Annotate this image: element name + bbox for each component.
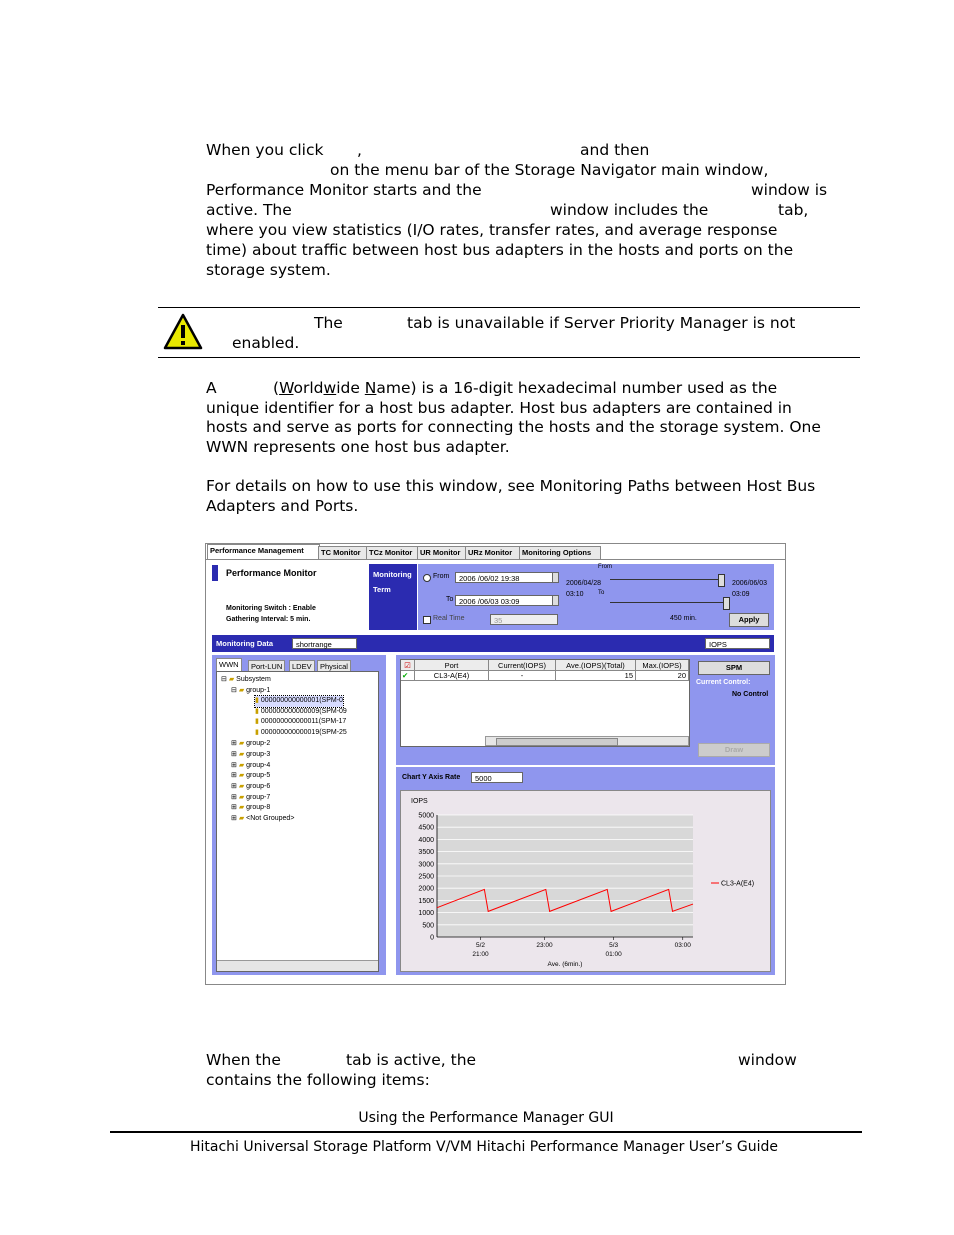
intro-text: time) about traffic between host bus adapters in the hosts and ports on the: [206, 241, 794, 259]
underline-letter: w: [323, 379, 337, 397]
table-check-header: ☑: [401, 660, 415, 671]
legend-label: CL3-A(E4): [721, 880, 755, 888]
cell-port: CL3-A(E4): [415, 671, 489, 681]
when-text: When the: [206, 1051, 281, 1069]
range-select[interactable]: shortrange: [292, 638, 357, 649]
footer-guide-title: Hitachi Universal Storage Platform V/VM Hitachi Performance Manager User’s Guide: [190, 1139, 778, 1155]
tab-ur-monitor[interactable]: UR Monitor: [417, 546, 468, 559]
y-tick-label: 1500: [418, 897, 434, 905]
minutes-readout: 450 min.: [670, 615, 697, 622]
warning-icon: [163, 312, 203, 352]
when-text: window: [738, 1051, 797, 1069]
y-tick-label: 500: [422, 922, 434, 930]
tab-urz-monitor[interactable]: URz Monitor: [465, 546, 521, 559]
monitoring-term-label: [369, 564, 417, 630]
title-marker: [212, 565, 218, 581]
tree-group[interactable]: ⊞ ▰ group-6: [231, 783, 271, 790]
current-control-value: No Control: [732, 691, 769, 698]
tree-view[interactable]: [216, 671, 379, 972]
y-tick-label: 4500: [418, 824, 434, 832]
column-header-max[interactable]: Max.(IOPS): [636, 660, 689, 671]
intro-text: window includes the: [550, 201, 709, 219]
x-tick-label: 5/2: [475, 942, 486, 949]
tree-root[interactable]: ⊟ ▰ Subsystem: [221, 676, 271, 683]
slider-to-label: To: [598, 590, 605, 596]
iops-line-chart: [401, 791, 770, 971]
x-tick-sublabel: 01:00: [605, 951, 622, 958]
tree-label: <Not Grouped>: [246, 815, 295, 822]
tree-label: group-2: [246, 740, 271, 747]
left-panel: [212, 655, 386, 975]
chart-rate-select[interactable]: 5000: [471, 772, 523, 783]
wwn-fragment: ide: [336, 379, 365, 397]
to-slider-handle[interactable]: [723, 597, 730, 610]
date-left-1: 2006/04/28: [566, 580, 602, 587]
from-slider-track: [610, 579, 724, 580]
caution-top-rule: [158, 307, 860, 308]
apply-button[interactable]: Apply: [729, 613, 769, 627]
tree-label: 000000000000009(SPM-09: [260, 708, 347, 715]
tree-label: group-7: [246, 794, 271, 801]
folder-icon: ▰: [238, 794, 245, 801]
chart-panel: [396, 767, 775, 975]
date-right-1: 2006/06/03: [732, 580, 768, 587]
date-right-2: 03:09: [732, 591, 750, 598]
folder-icon: ▰: [238, 815, 245, 822]
tree-group[interactable]: ⊞ ▰ group-4: [231, 762, 271, 769]
table-horizontal-scrollbar[interactable]: [485, 736, 689, 746]
y-tick-label: 5000: [418, 812, 434, 820]
y-tick-label: 2500: [418, 873, 434, 881]
wwn-text: A: [206, 379, 217, 397]
scroll-thumb[interactable]: [496, 738, 618, 746]
monitoring-data-bar: [212, 635, 774, 652]
folder-icon: ▰: [238, 751, 245, 758]
tree-label: 000000000000011(SPM-17: [260, 718, 347, 725]
tree-group[interactable]: ⊞ ▰ group-5: [231, 772, 271, 779]
monitoring-term-panel: [418, 564, 774, 630]
details-text: For details on how to use this window, see Monitoring Paths between Host Bus: [206, 477, 816, 495]
column-header-current[interactable]: Current(IOPS): [489, 660, 556, 671]
page-title: Performance Monitor: [226, 568, 317, 578]
subtab-port-lun[interactable]: Port-LUN: [248, 660, 285, 671]
wwn-text: hosts and serve as ports for connecting the hosts and the storage system. One: [206, 418, 821, 436]
caution-text-part: The: [314, 314, 343, 332]
tree-label: Subsystem: [236, 676, 271, 683]
port-table[interactable]: [400, 659, 690, 747]
footer-section-title: Using the Performance Manager GUI: [358, 1110, 614, 1126]
intro-text: on the menu bar of the Storage Navigator main window,: [330, 161, 769, 179]
tree-label: 000000000000019(SPM-25: [260, 729, 347, 736]
folder-icon: ▰: [228, 676, 235, 683]
folder-icon: ▰: [238, 740, 245, 747]
to-label: To: [446, 596, 454, 603]
tab-tc-monitor[interactable]: TC Monitor: [318, 546, 369, 559]
y-tick-label: 4000: [418, 836, 434, 844]
wwn-text: WWN represents one host bus adapter.: [206, 438, 510, 456]
tab-divider: [206, 559, 785, 560]
folder-icon: ▰: [238, 772, 245, 779]
date-left-2: 03:10: [566, 591, 584, 598]
monitoring-data-label: Monitoring Data: [216, 639, 274, 648]
port-table-panel: [396, 655, 775, 765]
folder-icon: ▰: [238, 762, 245, 769]
chart-area: [400, 790, 771, 972]
y-axis-label: IOPS: [411, 798, 428, 805]
to-date-field[interactable]: 2006 /06/03 03:09: [455, 595, 553, 606]
slider-from-label: From: [598, 564, 612, 570]
hba-icon: ▮: [255, 708, 259, 715]
realtime-label: Real Time: [433, 615, 465, 622]
tree-group[interactable]: ⊞ ▰ group-2: [231, 740, 271, 747]
y-tick-label: 3000: [418, 861, 434, 869]
tree-label: group-5: [246, 772, 271, 779]
intro-text: active. The: [206, 201, 292, 219]
tree-wwn-item[interactable]: [255, 717, 346, 728]
x-tick-label: 23:00: [536, 942, 553, 949]
cell-current: -: [489, 671, 556, 681]
underline-letter: W: [279, 379, 294, 397]
hba-icon: ▮: [255, 729, 259, 736]
from-date-field[interactable]: 2006 /06/02 19:38: [455, 572, 553, 583]
tree-group[interactable]: ⊟ ▰ group-1: [231, 687, 271, 694]
y-tick-label: 0: [430, 934, 434, 942]
performance-monitor-screenshot: [205, 543, 786, 985]
from-label: From: [433, 573, 450, 580]
x-tick-label: 03:00: [674, 942, 691, 949]
details-text: Adapters and Ports.: [206, 497, 359, 515]
intro-text: When you click: [206, 141, 324, 159]
from-slider-handle[interactable]: [718, 574, 725, 587]
row-checkbox[interactable]: ✔: [401, 671, 415, 681]
intro-text: window is: [751, 181, 828, 199]
tree-label: group-4: [246, 762, 271, 769]
tab-performance-management[interactable]: Performance Management: [207, 544, 320, 559]
wwn-text: [273, 378, 777, 398]
intro-text: ,: [357, 141, 362, 159]
subtab-physical[interactable]: Physical: [317, 660, 351, 671]
folder-icon: ▰: [238, 783, 245, 790]
footer-rule: [110, 1131, 862, 1133]
gathering-interval: Gathering Interval: 5 min.: [226, 616, 311, 623]
intro-text: where you view statistics (I/O rates, transfer rates, and average response: [206, 221, 778, 239]
to-slider-track: [610, 602, 724, 603]
underline-letter: N: [364, 379, 377, 397]
x-tick-label: 5/3: [609, 942, 619, 949]
column-header-average[interactable]: Ave.(IOPS)(Total): [556, 660, 636, 671]
spm-button[interactable]: SPM: [698, 661, 770, 675]
when-text: tab is active, the: [346, 1051, 477, 1069]
tree-label: 000000000000001(SPM-0: [260, 697, 343, 704]
tree-label: group-1: [246, 687, 271, 694]
paren: (: [273, 379, 280, 397]
tree-wwn-item[interactable]: [255, 728, 347, 739]
tab-monitoring-options[interactable]: Monitoring Options: [519, 546, 601, 559]
tree-wwn-item[interactable]: [255, 696, 343, 707]
hba-icon: ▮: [255, 697, 259, 704]
realtime-select[interactable]: 35: [490, 614, 558, 625]
x-tick-sublabel: 21:00: [472, 951, 489, 958]
x-axis-label: Ave. (6min.): [547, 961, 583, 968]
folder-icon: ▰: [238, 804, 245, 811]
chart-rate-label: Chart Y Axis Rate: [402, 774, 461, 781]
from-spinner[interactable]: [552, 572, 559, 583]
wwn-text: unique identifier for a host bus adapter. Host bus adapters are contained in: [206, 399, 792, 417]
caution-text-part: enabled.: [232, 334, 300, 352]
realtime-checkbox[interactable]: [423, 616, 431, 624]
intro-text: tab,: [778, 201, 809, 219]
y-tick-label: 2000: [418, 885, 434, 893]
wwn-fragment: orld: [293, 379, 324, 397]
caution-bottom-rule: [158, 357, 860, 358]
subtab-wwn[interactable]: WWN: [216, 658, 242, 671]
data-type-select[interactable]: IOPS: [705, 638, 770, 649]
folder-icon: ▰: [238, 687, 245, 694]
wwn-fragment: ame) is a 16-digit hexadecimal number used as the: [376, 379, 778, 397]
tree-group[interactable]: ⊞ ▰ group-8: [231, 804, 271, 811]
cell-max: 20: [636, 671, 689, 681]
tree-label: group-8: [246, 804, 271, 811]
to-spinner[interactable]: [552, 595, 559, 606]
tree-group[interactable]: ⊞ ▰ group-7: [231, 794, 271, 801]
intro-text: Performance Monitor starts and the: [206, 181, 482, 199]
subtab-ldev[interactable]: LDEV: [289, 660, 315, 671]
current-control-label: Current Control:: [696, 679, 751, 686]
tree-horizontal-scrollbar[interactable]: [217, 960, 378, 971]
caution-text-part: tab is unavailable if Server Priority Manager is not: [407, 314, 796, 332]
tab-tcz-monitor[interactable]: TCz Monitor: [366, 546, 420, 559]
y-tick-label: 3500: [418, 849, 434, 857]
y-tick-label: 1000: [418, 910, 434, 918]
hba-icon: ▮: [255, 718, 259, 725]
from-radio[interactable]: [423, 574, 431, 582]
column-header-port[interactable]: Port: [415, 660, 489, 671]
when-text: contains the following items:: [206, 1071, 430, 1089]
intro-text: and then: [580, 141, 650, 159]
tree-group[interactable]: ⊞ ▰ <Not Grouped>: [231, 815, 295, 822]
draw-button[interactable]: Draw: [698, 743, 770, 757]
intro-text: storage system.: [206, 261, 331, 279]
monitoring-switch-status: Monitoring Switch : Enable: [226, 605, 316, 612]
cell-average: 15: [556, 671, 636, 681]
term-line2: Term: [373, 585, 391, 594]
tree-group[interactable]: ⊞ ▰ group-3: [231, 751, 271, 758]
tree-label: group-3: [246, 751, 271, 758]
tree-label: group-6: [246, 783, 271, 790]
term-line1: Monitoring: [373, 570, 412, 579]
